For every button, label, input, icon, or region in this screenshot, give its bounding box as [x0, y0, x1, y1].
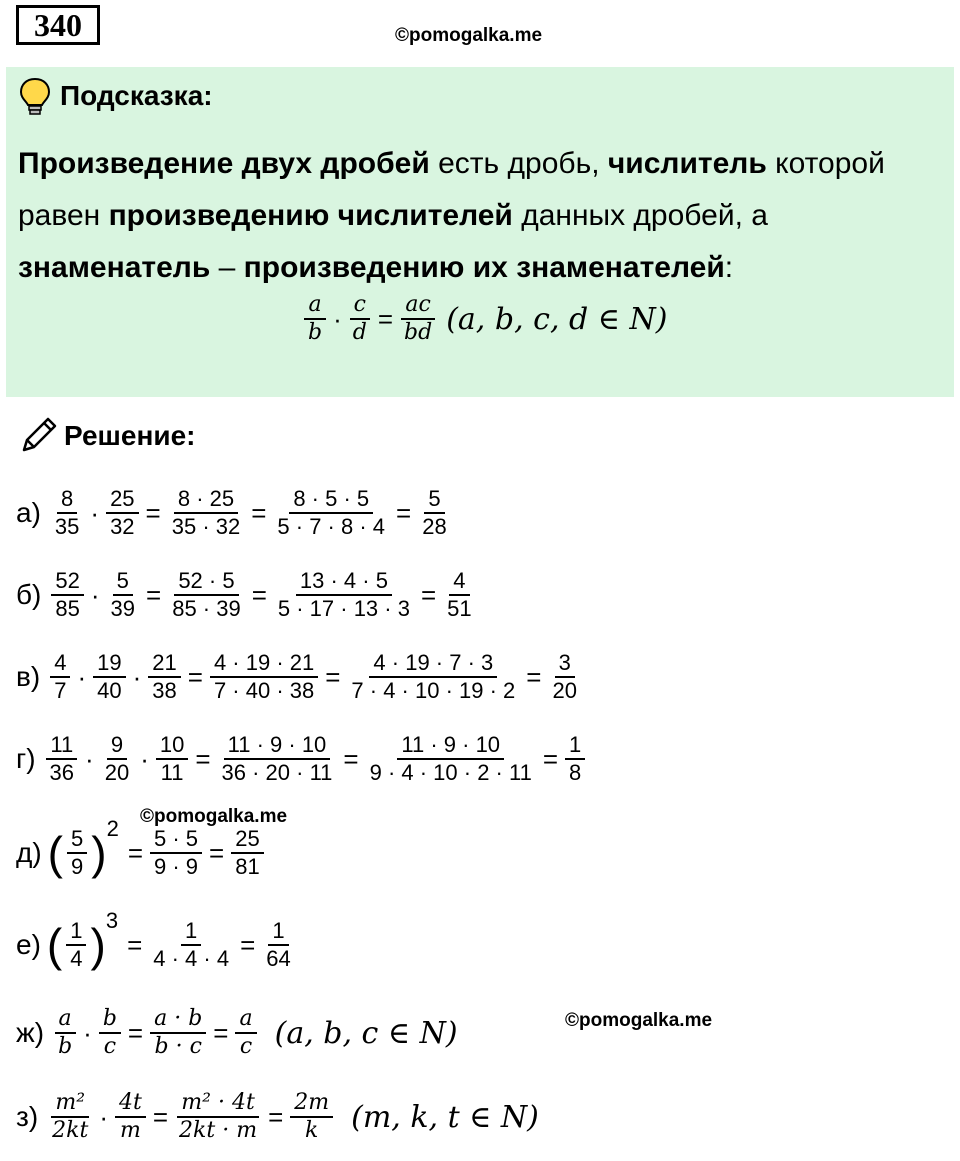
op-eq: =	[343, 743, 359, 774]
row-label: д)	[16, 837, 42, 868]
fraction: $\frac{52 \cdot 5}{85 \cdot 39}$	[172, 568, 241, 621]
fraction: $\frac{b}{c}$	[99, 1006, 121, 1060]
solution-row-g	[16, 732, 589, 786]
op-dot: ·	[77, 661, 87, 692]
op-dot: ·	[132, 661, 142, 692]
fraction: $\frac{19}{40}$	[93, 650, 125, 704]
op-dot: ·	[99, 1101, 109, 1132]
fraction: $\frac{1}{64}$	[266, 918, 291, 971]
paren-right: )	[91, 827, 107, 879]
hint-bold-5: произведению числителей	[108, 199, 513, 232]
watermark-top: ©pomogalka.me	[395, 25, 543, 46]
op-eq: =	[542, 743, 559, 774]
paren-left: (	[46, 919, 63, 971]
watermark-mid: ©pomogalka.me	[140, 806, 288, 827]
op-eq: =	[187, 661, 203, 692]
fraction: $\frac{25}{32}$	[106, 486, 138, 540]
formula-frac-1: $\frac{a}{b}$	[304, 292, 326, 346]
fraction: $\frac{4t}{m}$	[115, 1090, 146, 1144]
fraction: $\frac{a}{b}$	[54, 1006, 76, 1060]
fraction: $\frac{\text{m²}}{2kt}$	[52, 1090, 89, 1143]
fraction: $\frac{1}{4}$	[66, 918, 86, 972]
solution-title: Решение:	[64, 420, 196, 451]
fraction: $\frac{10}{11}$	[156, 732, 188, 786]
op-eq: =	[209, 837, 225, 868]
op-eq: =	[526, 661, 542, 692]
hint-formula	[300, 292, 667, 346]
watermark-right: ©pomogalka.me	[565, 1010, 713, 1031]
lightbulb-icon	[18, 76, 52, 121]
fraction: $\frac{1}{4 \cdot 4 \cdot 4}$	[153, 918, 230, 971]
hint-bold-7: знаменатель	[18, 251, 211, 284]
hint-bold-1: Произведение двух дробей	[18, 147, 430, 180]
op-eq: =	[325, 661, 341, 692]
fraction: $\frac{5 \cdot 5}{9 \cdot 9}$	[150, 826, 202, 880]
fraction: $\frac{8 \cdot 25}{35 \cdot 32}$	[171, 486, 241, 539]
row-label: з)	[16, 1101, 39, 1132]
op-eq: =	[127, 837, 144, 868]
op-eq: =	[251, 497, 267, 528]
fraction: $\frac{21}{38}$	[148, 650, 180, 704]
row-label: а)	[16, 497, 41, 528]
condition-text: (a, b, c ∈ N)	[274, 1015, 458, 1051]
fraction: $\frac{a}{c}$	[235, 1006, 256, 1060]
row-label: е)	[16, 929, 41, 960]
fraction: $\frac{2m}{k}$	[290, 1090, 333, 1144]
op-eq: =	[240, 929, 256, 960]
fraction: $\frac{8 \cdot 5 \cdot 5}{5 \cdot 7 \cdot 8 \cdot 4}$	[277, 486, 386, 539]
hint-bold-9: произведению их знаменателей	[243, 251, 725, 284]
formula-frac-3: $\frac{ac}{bd}$	[400, 292, 436, 346]
fraction: $\frac{3}{20}$	[552, 650, 577, 703]
hint-bold-3: числитель	[607, 147, 767, 180]
row-label: ж)	[16, 1017, 45, 1048]
fraction: $\frac{5}{39}$	[110, 568, 136, 621]
fraction: $\frac{11 \cdot 9 \cdot 10}{36 \cdot 20 \cdot 11}$	[221, 732, 333, 785]
op-dot: ·	[83, 1017, 92, 1048]
pencil-icon	[18, 414, 60, 461]
fraction: $\frac{25}{81}$	[231, 826, 263, 880]
fraction: $\frac{11}{36}$	[46, 732, 78, 786]
solution-row-a	[16, 486, 455, 540]
formula-dot: ·	[333, 303, 342, 334]
op-eq: =	[127, 1017, 144, 1048]
fraction: $\frac{4}{51}$	[447, 568, 472, 621]
hint-text	[18, 138, 948, 294]
fraction: $\frac{5}{28}$	[422, 486, 447, 539]
fraction: $\frac{4 \cdot 19 \cdot 21}{7 \cdot 40 \cdot 38}$	[210, 650, 318, 704]
fraction: $\frac{a \cdot b}{b \cdot c}$	[150, 1006, 206, 1060]
op-eq: =	[213, 1017, 229, 1048]
solution-row-d	[16, 816, 268, 880]
solution-row-e	[16, 908, 299, 972]
task-number: 340	[16, 5, 100, 45]
op-dot: ·	[85, 743, 94, 774]
exponent: 3	[105, 908, 119, 933]
op-dot: ·	[140, 743, 149, 774]
op-dot: ·	[90, 579, 100, 610]
hint-text-8: –	[210, 251, 244, 284]
op-eq: =	[152, 1101, 169, 1132]
hint-text-4: которой равен	[18, 147, 885, 232]
fraction: $\frac{8}{35}$	[54, 486, 80, 539]
hint-title: Подсказка:	[60, 80, 213, 111]
condition-text: (m, k, t ∈ N)	[351, 1099, 539, 1135]
solution-row-v	[16, 650, 585, 704]
fraction: $\frac{13 \cdot 4 \cdot 5}{5 \cdot 17 \cdot 13 \cdot 3}$	[277, 568, 410, 621]
fraction: $\frac{4}{7}$	[50, 650, 70, 704]
op-eq: =	[195, 743, 211, 774]
fraction: $\frac{1}{8}$	[565, 732, 585, 786]
formula-eq: =	[377, 303, 394, 334]
hint-text-2: есть дробь,	[429, 147, 608, 180]
formula-condition: (a, b, c, d ∈ N)	[446, 301, 668, 337]
fraction: $\frac{9}{20}$	[104, 732, 130, 785]
solution-row-z	[16, 1090, 539, 1144]
op-eq: =	[145, 497, 161, 528]
paren-right: )	[90, 919, 106, 971]
row-label: в)	[16, 661, 41, 692]
paren-left: (	[47, 827, 63, 879]
op-eq: =	[268, 1101, 284, 1132]
fraction: $\frac{52}{85}$	[51, 568, 83, 622]
op-eq: =	[127, 929, 143, 960]
solution-row-b	[16, 568, 480, 622]
fraction: $\frac{5}{9}$	[67, 826, 87, 880]
op-eq: =	[146, 579, 162, 610]
solution-row-zh	[16, 1006, 458, 1060]
hint-text-6: данных дробей, а	[512, 199, 768, 232]
op-eq: =	[251, 579, 267, 610]
fraction: $\frac{\text{m² · 4t}}{2kt \cdot m}$	[179, 1090, 258, 1143]
fraction: $\frac{11 \cdot 9 \cdot 10}{9 \cdot 4 \cdot 10 \cdot 2 \cdot 11}$	[369, 732, 532, 785]
op-dot: ·	[90, 497, 100, 528]
op-eq: =	[420, 579, 437, 610]
fraction: $\frac{4 \cdot 19 \cdot 7 \cdot 3}{7 \cdot 4 \cdot 10 \cdot 19 \cdot 2}$	[351, 650, 516, 703]
exponent: 2	[106, 816, 119, 841]
row-label: г)	[16, 743, 36, 774]
row-label: б)	[16, 579, 42, 610]
hint-text-10: :	[724, 251, 734, 284]
formula-frac-2: $\frac{c}{d}$	[349, 292, 371, 346]
op-eq: =	[396, 497, 412, 528]
